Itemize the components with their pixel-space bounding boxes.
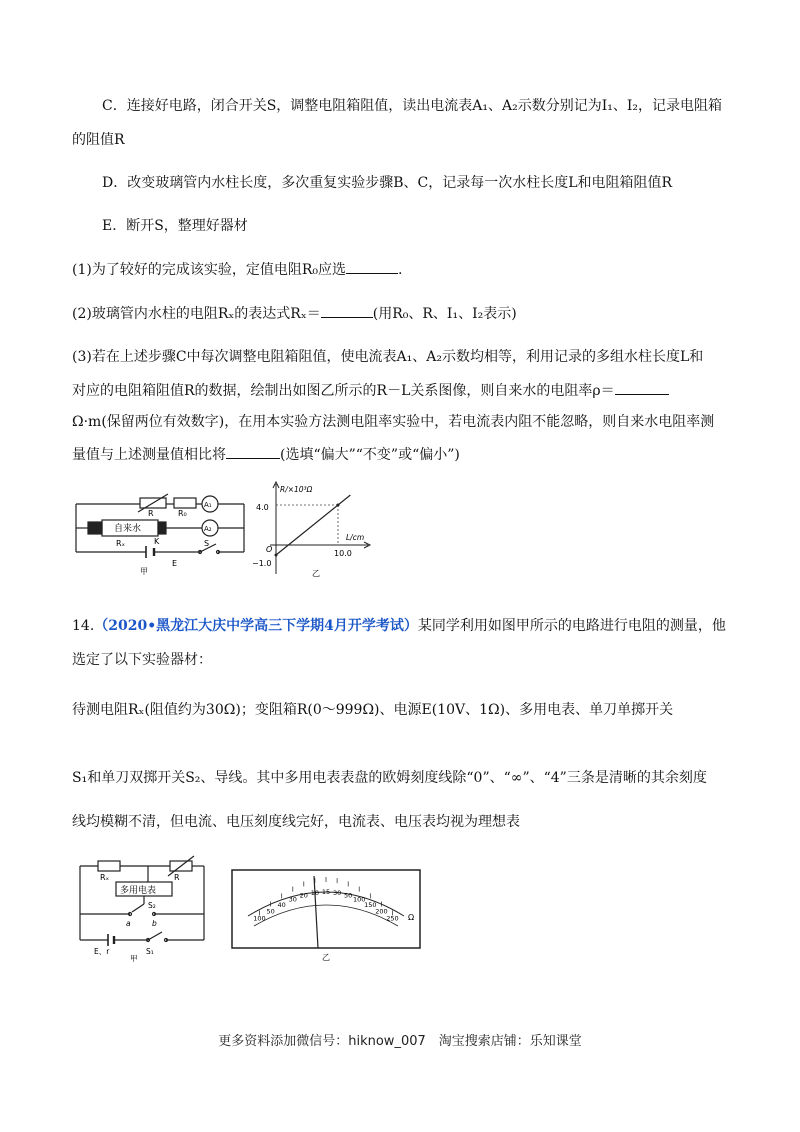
question-1 (72, 259, 402, 280)
q3-line2 (72, 380, 669, 401)
switch-s1 (148, 932, 162, 940)
q3-text: 对应的电阻箱阻值R的数据，绘制出如图乙所示的R－L关系图像，则自来水的电阻率ρ＝ (72, 383, 615, 399)
x-axis-label: L/cm (346, 533, 365, 542)
q2-text: (2)玻璃管内水柱的电阻Rₓ的表达式Rₓ＝ (72, 306, 321, 322)
meter-scale-label: 250 (386, 914, 399, 923)
caption-yi-2: 乙 (322, 953, 330, 962)
label-rx-2: Rₓ (100, 873, 110, 882)
label-a2: A₂ (204, 525, 212, 533)
problem-source: （2020•黑龙江大庆中学高三下学期4月开学考试） (94, 618, 418, 634)
ohm-unit: Ω (408, 913, 415, 922)
data-point (275, 554, 278, 557)
meter-scale-label: 10 (310, 888, 320, 897)
meter-scale-label: 40 (277, 901, 286, 909)
label-k: K (154, 537, 160, 546)
q3-line1: (3)若在上述步骤C中每次调整电阻箱阻值，使电流表A₁、A₂示数均相等，利用记录的多组水柱长度L和 (72, 349, 704, 365)
meter-scale-label: 20 (299, 891, 308, 900)
q2-answer-blank[interactable] (321, 303, 373, 318)
meter-scale-label: 150 (364, 901, 377, 909)
meter-scale-label: 200 (375, 907, 388, 916)
q3-compare-blank[interactable] (226, 444, 280, 459)
figure2-meter (228, 866, 424, 966)
step-d: D．改变玻璃管内水柱长度，多次重复实验步骤B、C，记录每一次水柱长度L和电阻箱阻值R (102, 175, 673, 191)
q1-answer-blank[interactable] (346, 259, 398, 274)
caption-jia-2: 甲 (130, 954, 138, 962)
origin-label: O (266, 545, 273, 554)
problem-intro: 某同学利用如图甲所示的电路进行电阻的测量，他 (417, 618, 726, 634)
problem-14-line2: 选定了以下实验器材： (72, 652, 212, 668)
step-e: E．断开S，整理好器材 (102, 218, 248, 234)
r-l-graph (246, 478, 376, 580)
meter-needle (314, 876, 318, 948)
x-tick: 10.0 (334, 549, 352, 558)
label-er: E、r (94, 947, 110, 956)
resistor-rx (98, 861, 120, 871)
switch-s2 (132, 904, 144, 912)
q3-line4 (72, 444, 460, 465)
q1-text: (1)为了较好的完成该实验，定值电阻R₀应选 (72, 262, 346, 278)
label-s2: S₂ (148, 901, 156, 910)
figure1-circuit (68, 486, 268, 576)
resistor-r0 (174, 498, 196, 508)
equipment-line2: S₁和单刀双掷开关S₂、导线。其中多用电表表盘的欧姆刻度线除“0”、“∞”、“4”三条是清晰的其余刻度 (72, 770, 707, 786)
q3-line3: Ω·m(保留两位有效数字)，在用本实验方法测电阻率实验中，若电流表内阻不能忽略，则自来水电阻率测 (72, 414, 715, 430)
equipment-line1: 待测电阻Rₓ(阻值约为30Ω)；变阻箱R(0～999Ω)、电源E(10V、1Ω)、多用电表、单刀单掷开关 (72, 702, 674, 718)
label-s: S (204, 539, 210, 548)
meter-scale-label: 100 (253, 914, 266, 923)
caption-jia-1: 甲 (140, 567, 148, 576)
label-rx: Rₓ (116, 539, 126, 548)
circuit-diagram-2 (68, 850, 218, 962)
equipment-line3: 线均模糊不清，但电流、电压刻度线完好，电流表、电压表均视为理想表 (72, 814, 520, 830)
meter-scale-label: 50 (266, 907, 275, 916)
label-r-2: R (174, 873, 180, 882)
q3-choice-hint: (选填“偏大”“不变”或“偏小”) (280, 447, 460, 463)
q3-resistivity-blank[interactable] (615, 380, 669, 395)
y-tick-bottom: −1.0 (252, 559, 272, 568)
label-r0: R₀ (178, 509, 187, 518)
label-multimeter: 多用电表 (120, 886, 157, 896)
data-point (337, 504, 340, 507)
figure2-circuit (68, 850, 218, 962)
footer-note: 更多资料添加微信号：hiknow_007 淘宝搜索店铺：乐知课堂 (218, 1034, 582, 1049)
meter-scale-label: 30 (332, 888, 342, 897)
step-c-line2: 的阻值R (72, 132, 125, 148)
question-2 (72, 303, 517, 324)
problem-14-line1 (72, 616, 726, 636)
label-b: b (152, 919, 157, 928)
label-water: 自来水 (114, 524, 142, 534)
label-a1: A₁ (204, 501, 212, 509)
step-c-line1: C．连接好电路，闭合开关S，调整电阻箱阻值，读出电流表A₁、A₂示数分别记为I₁、I₂，记录电阻箱 (102, 98, 723, 114)
y-tick-top: 4.0 (256, 503, 269, 512)
q3-compare-text: 量值与上述测量值相比将 (72, 447, 226, 463)
series-line (276, 495, 350, 555)
multimeter-dial (228, 866, 424, 966)
meter-scale-label: 50 (344, 891, 353, 900)
label-r: R (148, 509, 154, 518)
meter-scale-label: 30 (288, 895, 297, 904)
y-axis-label: R/×10³Ω (280, 485, 313, 494)
circuit-diagram-1 (68, 486, 268, 576)
caption-yi-1: 乙 (312, 569, 320, 578)
label-a: a (126, 919, 131, 928)
label-e: E (172, 559, 178, 568)
figure1-graph (246, 478, 376, 580)
q2-tail: (用R₀、R、I₁、I₂表示) (372, 306, 517, 322)
label-s1: S₁ (146, 947, 154, 956)
problem-number: 14. (72, 618, 95, 634)
q1-end: . (397, 262, 403, 278)
meter-scale-label: 100 (352, 895, 366, 904)
meter-scale-label: 15 (321, 888, 331, 896)
